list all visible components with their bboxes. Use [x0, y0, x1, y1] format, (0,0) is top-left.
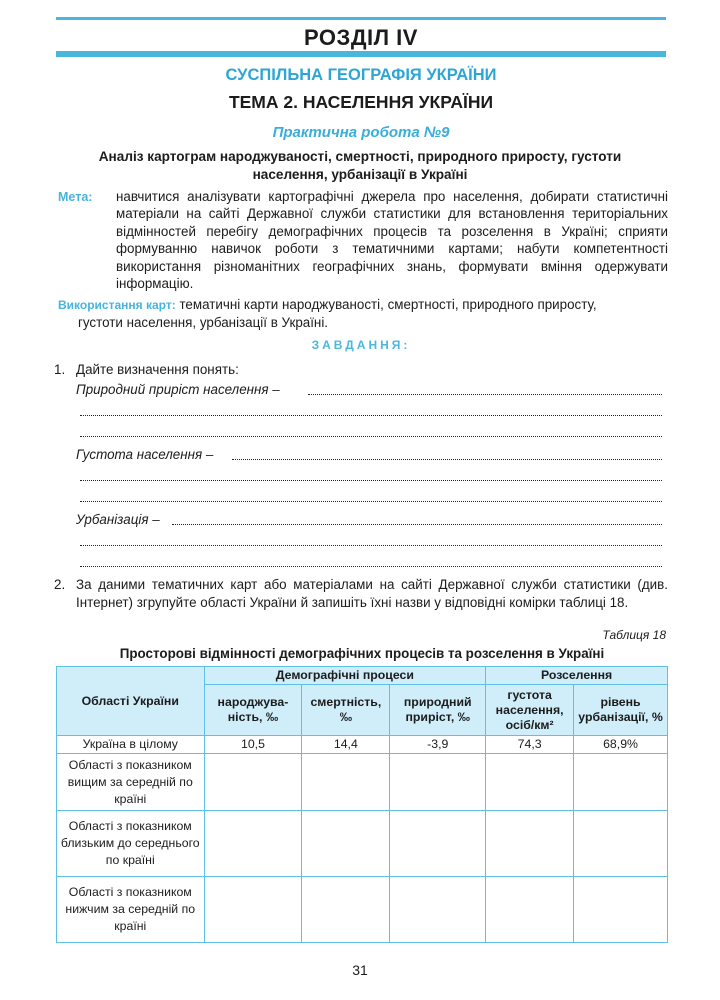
maps-text-line1: тематичні карти народжуваності, смертності, природного приросту,: [179, 297, 597, 312]
table-cell: 10,5: [204, 736, 302, 754]
table-cell[interactable]: [204, 811, 302, 877]
row-label: Області з показником нижчим за середній по країні: [57, 877, 205, 943]
table-cell[interactable]: [486, 811, 574, 877]
table-title: Просторові відмінності демографічних процесів та розселення в Україні: [119, 646, 605, 661]
tasks-heading: ЗАВДАННЯ:: [311, 338, 411, 352]
maps-text-line2: густоти населення, урбанізації в Україні.: [78, 315, 329, 330]
table-cell[interactable]: [204, 877, 302, 943]
table-cell[interactable]: [390, 811, 486, 877]
answer-line[interactable]: [80, 501, 662, 502]
term-natural-growth: Природний приріст населення –: [76, 382, 280, 397]
col-header-death-rate: смертність, ‰: [302, 685, 390, 736]
header-top-rule: [56, 17, 666, 20]
table-cell[interactable]: [302, 877, 390, 943]
row-label: Області з показником вищим за середній по країні: [57, 754, 205, 811]
topic-title: ТЕМА 2. НАСЕЛЕННЯ УКРАЇНИ: [228, 92, 494, 112]
table-row: [57, 736, 668, 754]
table-cell[interactable]: [390, 754, 486, 811]
table-caption: Таблиця 18: [602, 628, 666, 642]
table-cell: 74,3: [486, 736, 574, 754]
task-1-text: Дайте визначення понять:: [76, 362, 239, 377]
row-label: Області з показником близьким до середнього по країні: [57, 811, 205, 877]
group-header-settlement: Розселення: [486, 667, 668, 685]
row-label: Україна в цілому: [57, 736, 205, 754]
answer-line[interactable]: [80, 436, 662, 437]
table-row: [57, 877, 668, 943]
term-urbanization: Урбанізація –: [76, 512, 160, 527]
answer-line[interactable]: [232, 459, 662, 460]
col-header-density: густота населення, осіб/км²: [486, 685, 574, 736]
table-cell: 14,4: [302, 736, 390, 754]
table-cell[interactable]: [302, 811, 390, 877]
goal-label: Мета:: [58, 190, 93, 204]
answer-line[interactable]: [80, 415, 662, 416]
page-number: 31: [352, 962, 368, 978]
col-header-regions: Області України: [57, 667, 205, 736]
goal-text: навчитися аналізувати картографічні джерела про населення, добирати статистичні матеріали на сайті Державної служби статистики для встановлення територіальних відмінностей перебігу демографічних процесів та розселення в Україні; сприяти формуванню навичок роботи з тематичними картами; набути компетентності використання різноманітних географічних знань, формувати вміння одержувати інформацію.: [116, 189, 668, 292]
header-bottom-rule: [56, 51, 666, 57]
answer-line[interactable]: [80, 566, 662, 567]
table-cell[interactable]: [574, 811, 668, 877]
col-header-urbanization: рівень урбанізації, %: [574, 685, 668, 736]
section-header: [56, 17, 666, 57]
answer-line[interactable]: [172, 524, 662, 525]
task-2-text: За даними тематичних карт або матеріалами на сайті Державної служби статистики (див. Інтернет) згрупуйте області України й запишіть їхні назви у відповідні комірки таблиці 18.: [76, 577, 668, 610]
practical-work-subtitle: Аналіз картограм народжуваності, смертності, природного приросту, густоти населення, урбанізації в Україні: [98, 149, 622, 182]
table-cell[interactable]: [574, 877, 668, 943]
table-cell[interactable]: [486, 877, 574, 943]
answer-line[interactable]: [80, 545, 662, 546]
task-1-number: 1.: [54, 362, 66, 377]
demographics-table: [56, 666, 668, 943]
section-title: РОЗДІЛ IV: [304, 25, 418, 50]
group-header-demographic: Демографічні процеси: [204, 667, 486, 685]
table-cell[interactable]: [574, 754, 668, 811]
maps-usage: [58, 296, 670, 314]
table-cell[interactable]: [302, 754, 390, 811]
maps-label: Використання карт:: [58, 298, 176, 312]
practical-work-title: Практична робота №9: [272, 124, 450, 141]
table-row: [57, 811, 668, 877]
table-cell: 68,9%: [574, 736, 668, 754]
term-population-density: Густота населення –: [76, 447, 214, 462]
answer-line[interactable]: [308, 394, 662, 395]
task-2-number: 2.: [54, 577, 66, 592]
table-cell[interactable]: [204, 754, 302, 811]
table-cell: -3,9: [390, 736, 486, 754]
col-header-natural-growth: природний приріст, ‰: [390, 685, 486, 736]
subject-title: СУСПІЛЬНА ГЕОГРАФІЯ УКРАЇНИ: [225, 66, 497, 84]
col-header-birth-rate: народжува-ність, ‰: [204, 685, 302, 736]
answer-line[interactable]: [80, 480, 662, 481]
table-row: [57, 754, 668, 811]
table-cell[interactable]: [486, 754, 574, 811]
table-cell[interactable]: [390, 877, 486, 943]
